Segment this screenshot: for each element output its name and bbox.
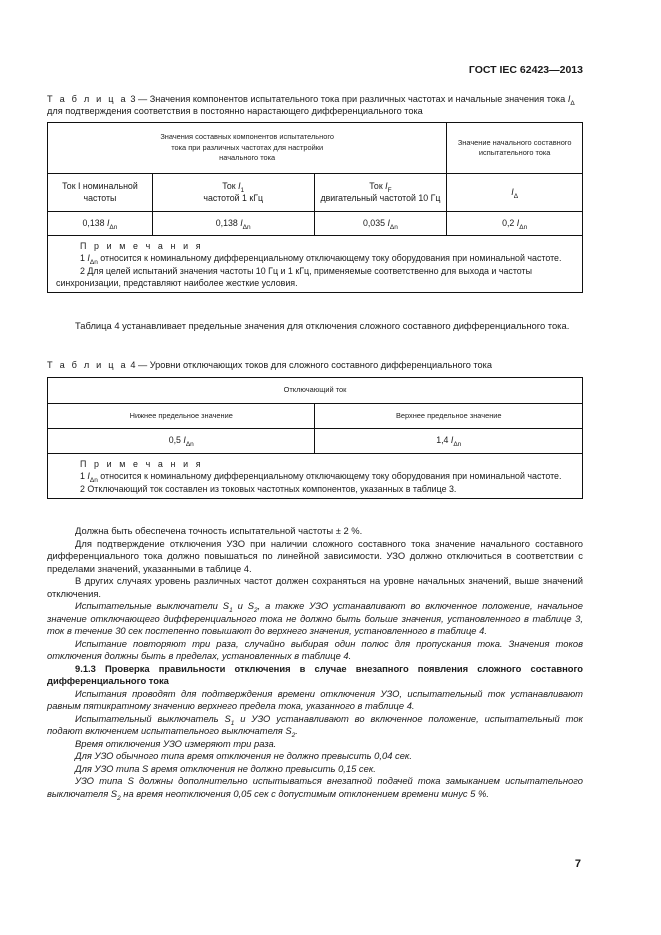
table4-group-header: Отключающий ток <box>48 378 583 404</box>
table3-caption-label: Т а б л и ц а <box>47 94 128 104</box>
table4-caption: Т а б л и ц а 4 — Уровни отключающих токов для сложного составного дифференциального тока <box>47 360 492 370</box>
table3-initial-header: Значение начального составного испытательного тока <box>447 123 583 174</box>
table4-notes <box>48 454 583 499</box>
section-heading-9-1-3: 9.1.3 Проверка правильности отключения в случае внезапного появления сложного составного дифференциального тока <box>47 662 583 686</box>
table3-note-1: 1 $I_{\Delta n}$ относится к номинальному дифференциальному отключающему току оборудования при номинальной частоте. <box>80 253 562 267</box>
paragraph-tests: Испытания проводят для подтверждения времени отключения УЗО, испытательный ток устанавливают равным пятикратному значению верхнего предела тока, указанного в таблице 4. <box>47 687 583 711</box>
table-4 <box>47 377 583 499</box>
table4-value-high: 1,4 $I_{\Delta n}$ <box>315 429 583 454</box>
body-text <box>47 525 583 800</box>
table4-col-high: Верхнее предельное значение <box>315 404 583 429</box>
table3-value-3: 0,035 $I_{\Delta n}$ <box>314 212 447 236</box>
paragraph-type-s-extra: УЗО типа S должны дополнительно испытываться внезапной подачей тока замыканием испытательного выключателя $S_2$ на время неотключения 0,05 сек с допустимым отклонением времени минус 5 %. <box>47 775 583 802</box>
table4-col-low: Нижнее предельное значение <box>48 404 315 429</box>
table3-value-4: 0,2 $I_{\Delta n}$ <box>447 212 583 236</box>
table3-col-initial: $I_\Delta$ <box>447 174 583 212</box>
paragraph-time-measure: Время отключения УЗО измеряют три раза. <box>75 737 277 749</box>
table4-value-low: 0,5 $I_{\Delta n}$ <box>48 429 315 454</box>
table3-value-1: 0,138 $I_{\Delta n}$ <box>48 212 153 236</box>
table4-intro: Таблица 4 устанавливает предельные значения для отключения сложного составного дифференциального тока. <box>75 320 570 331</box>
paragraph-type-s: Для УЗО типа S время отключения не должно превысить 0,15 сек. <box>75 762 376 774</box>
table4-note-1: 1 $I_{\Delta n}$ относится к номинальному дифференциальному отключающему току оборудования при номинальной частоте. <box>80 471 562 485</box>
paragraph-repeat: Испытание повторяют три раза, случайно выбирая один полюс для пропускания тока. Значения токов отключения должны быть в пределах, установленных в таблице 4. <box>47 637 583 661</box>
table4-note-2: 2 Отключающий ток составлен из токовых частотных компонентов, указанных в таблице 3. <box>80 483 457 494</box>
table3-col-1khz: Ток $I_1$ частотой 1 кГц <box>152 174 314 212</box>
table3-value-2: 0,138 $I_{\Delta n}$ <box>152 212 314 236</box>
paragraph-linear: Для подтверждение отключения УЗО при наличии сложного составного тока значение начального составного дифференциального тока должно повышаться по линейной зависимости. УЗО должно отключиться в соответствии с пределами значений, указанными в таблице 4. <box>47 537 583 574</box>
table-3 <box>47 122 583 293</box>
table3-notes-label: П р и м е ч а н и я <box>80 241 204 251</box>
paragraph-switch-s1: Испытательный выключатель $S_1$ и УЗО устанавливают во включенное положение, испытательный ток подают включением испытательного выключателя $S_2$. <box>47 712 583 739</box>
page-number: 7 <box>574 858 581 870</box>
paragraph-normal-type: Для УЗО обычного типа время отключения не должно превысить 0,04 сек. <box>75 750 412 761</box>
table3-notes <box>48 236 583 293</box>
table3-col-10hz: Ток $I_F$ двигательный частотой 10 Гц <box>314 174 447 212</box>
table3-caption: Т а б л и ц а 3 — Значения компонентов испытательного тока при различных частотах и начальные значения тока $I_\Delta$ для подтверждения соответствия в постоянно нарастающего дифференциального тока <box>47 94 575 116</box>
table3-note-2: 2 Для целей испытаний значения частоты 10 Гц и 1 кГц, применяемые соответственно для выхода и частоты синхронизации, представляют наиболее жесткие условия. <box>56 265 532 288</box>
table3-group-header: Значения составных компонентов испытательного тока при различных частотах для настройки начального тока <box>48 123 447 174</box>
paragraph-switches: Испытательные выключатели $S_1$ и $S_2$, а также УЗО устанавливают во включенное положение, начальное значение отключающего дифференциального тока не должно быть больше значения, установленного в таблице 3, ток в течение 30 сек постепенно повышают до верхнего значения, установленного в таблице 4. <box>47 600 583 636</box>
table4-notes-label: П р и м е ч а н и я <box>80 459 204 469</box>
paragraph-other-cases: В других случаях уровень различных частот должен сохраняться на уровне начальных значений, выше значений отключения. <box>47 575 583 599</box>
paragraph-accuracy: Должна быть обеспечена точность испытательной частоты ± 2 %. <box>75 525 363 536</box>
document-header: ГОСТ IEC 62423—2013 <box>468 64 583 76</box>
table3-col-nominal: Ток I номинальной частоты <box>48 174 153 212</box>
